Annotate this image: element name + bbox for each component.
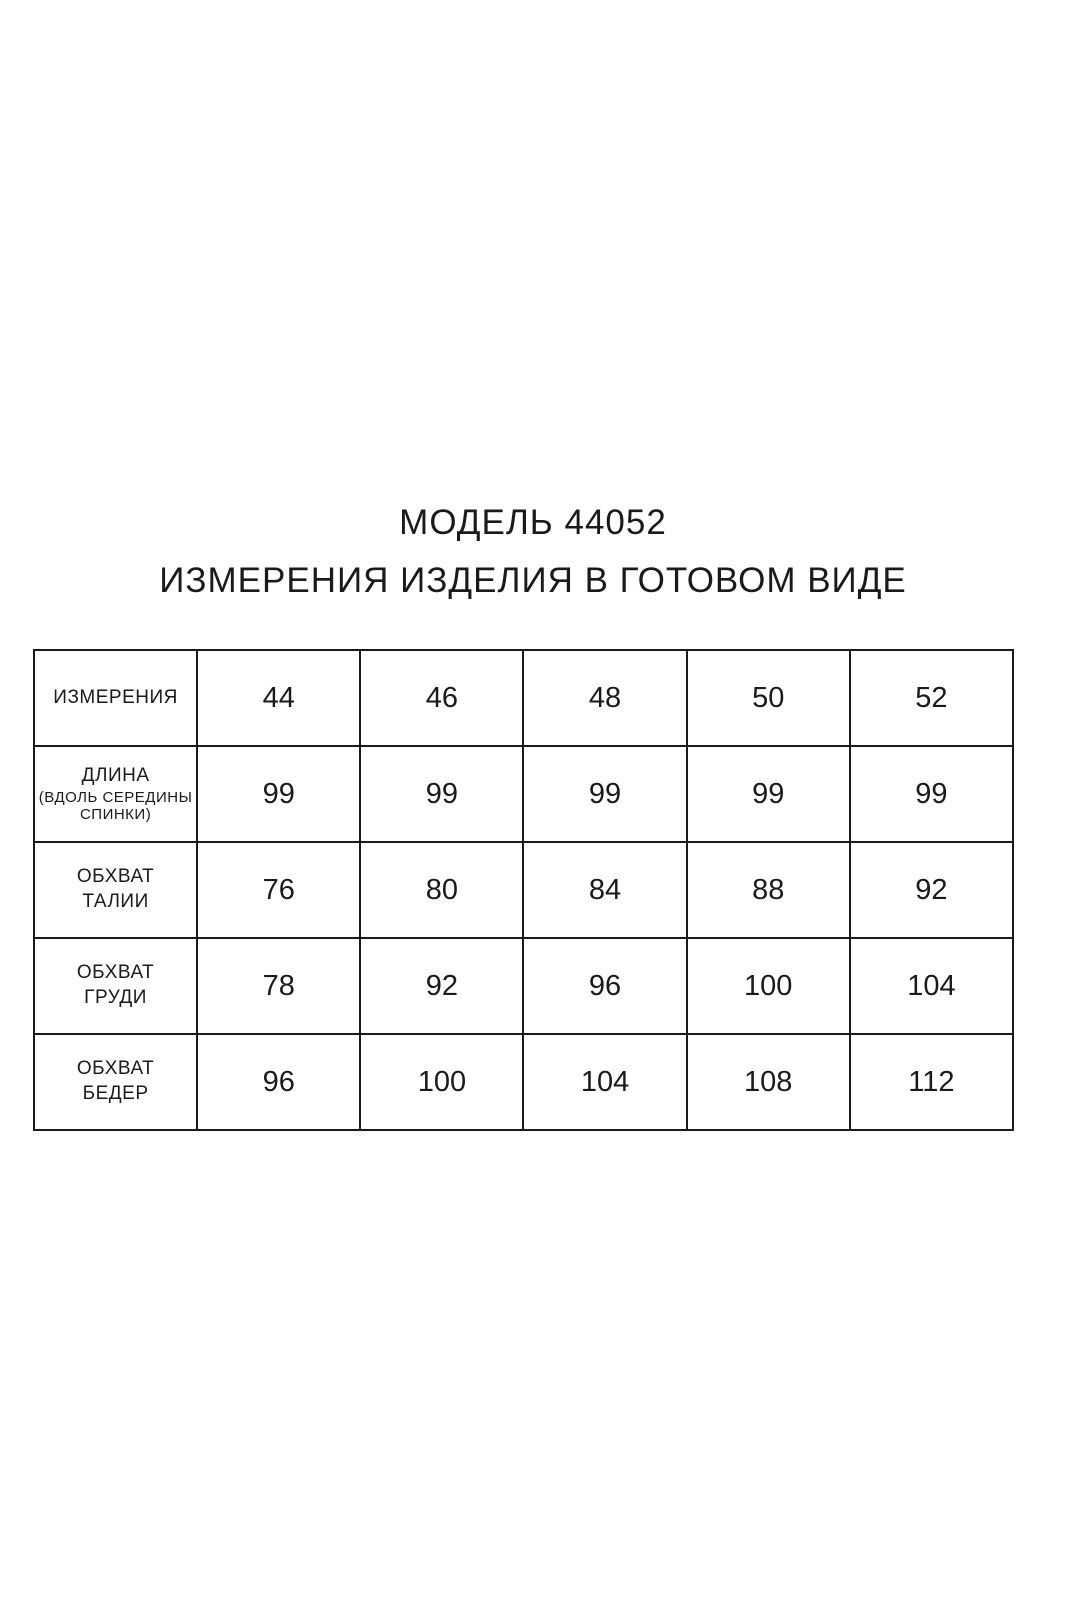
- page-subtitle: ИЗМЕРЕНИЯ ИЗДЕЛИЯ В ГОТОВОМ ВИДЕ: [159, 561, 907, 600]
- size-header-cell: 46: [360, 650, 523, 746]
- table-cell: 99: [523, 746, 686, 842]
- size-header-cell: 44: [197, 650, 360, 746]
- table-row-chest: [34, 938, 1013, 1034]
- table-cell: 99: [360, 746, 523, 842]
- table-cell: 104: [523, 1034, 686, 1130]
- table-cell: 84: [523, 842, 686, 938]
- table-cell: 96: [197, 1034, 360, 1130]
- table-cell: 100: [360, 1034, 523, 1130]
- table-cell: 104: [850, 938, 1013, 1034]
- table-cell: 99: [850, 746, 1013, 842]
- corner-label: ИЗМЕРЕНИЯ: [34, 650, 197, 746]
- size-header-cell: 48: [523, 650, 686, 746]
- table-cell: 99: [197, 746, 360, 842]
- row-label-text: ГРУДИ: [84, 987, 147, 1008]
- row-label-length: [34, 746, 197, 842]
- row-label-text: ОБХВАТ: [76, 1058, 155, 1080]
- row-label-text: ОБХВАТ: [76, 962, 155, 984]
- table-cell: 78: [197, 938, 360, 1034]
- row-label-text: ОБХВАТ: [76, 866, 155, 888]
- table-row-hips: [34, 1034, 1013, 1130]
- row-label-note: (ВДОЛЬ СЕРЕДИНЫ: [38, 789, 193, 807]
- table-cell: 99: [687, 746, 850, 842]
- table-row-waist: [34, 842, 1013, 938]
- size-header-cell: 52: [850, 650, 1013, 746]
- table-cell: 92: [360, 938, 523, 1034]
- table-cell: 76: [197, 842, 360, 938]
- model-title: МОДЕЛЬ 44052: [399, 503, 667, 542]
- table-row-length: [34, 746, 1013, 842]
- row-label-text: ТАЛИИ: [82, 891, 149, 912]
- row-label-note: СПИНКИ): [79, 806, 152, 824]
- row-label-hips: [34, 1034, 197, 1130]
- table-cell: 112: [850, 1034, 1013, 1130]
- table-cell: 100: [687, 938, 850, 1034]
- row-label-text: БЕДЕР: [82, 1083, 149, 1104]
- row-label-waist: [34, 842, 197, 938]
- row-label-text: ДЛИНА: [81, 765, 150, 787]
- table-cell: 96: [523, 938, 686, 1034]
- size-chart-table: [33, 649, 1014, 1131]
- table-cell: 92: [850, 842, 1013, 938]
- table-cell: 108: [687, 1034, 850, 1130]
- table-cell: 88: [687, 842, 850, 938]
- table-cell: 80: [360, 842, 523, 938]
- size-header-cell: 50: [687, 650, 850, 746]
- size-header-row: [34, 650, 1013, 746]
- row-label-chest: [34, 938, 197, 1034]
